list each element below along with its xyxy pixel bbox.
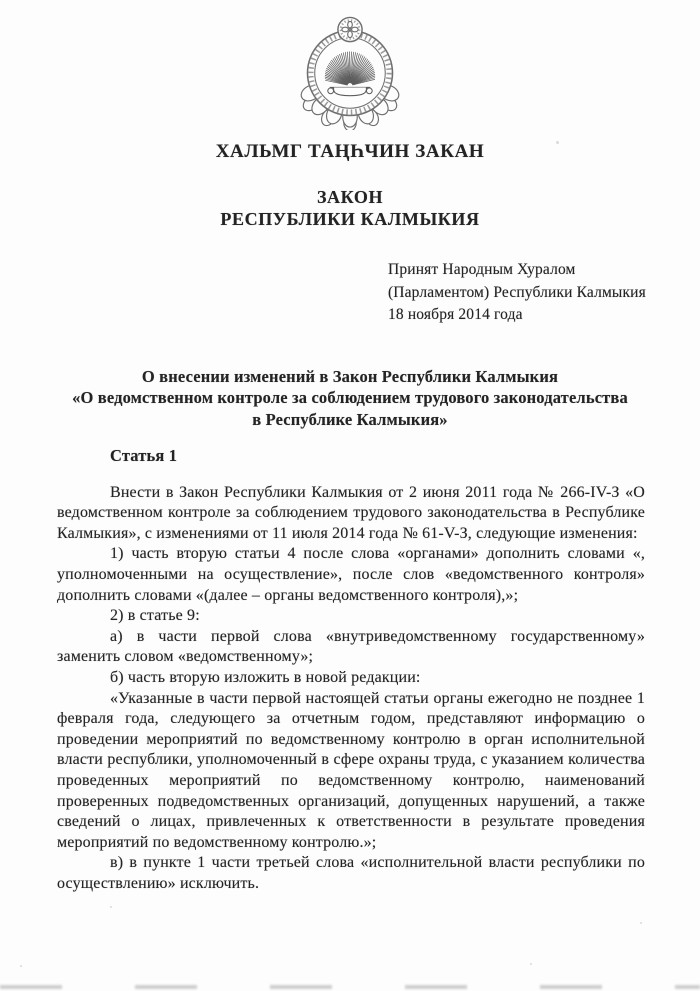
adoption-line-1: Принят Народным Хуралом [388,261,576,278]
scan-speck [640,922,642,924]
scan-speck [110,906,112,908]
kalmyk-language-title: ХАЛЬМГ ТАҢҺЧИН ЗАКАН [215,141,485,162]
scan-speck [20,965,22,967]
paragraph: б) часть вторую изложить в новой редакции: [110,668,421,686]
republic-name: РЕСПУБЛИКИ КАЛМЫКИЯ [220,209,480,229]
adoption-line-3: 18 ноября 2014 года [388,306,523,323]
scan-speck [530,963,532,965]
paragraph: 2) в статье 9: [110,607,200,625]
law-word: ЗАКОН [316,187,384,207]
law-heading [0,186,700,230]
paragraph: 1) часть вторую статьи 4 после слова «органами» дополнить словами «, уполномоченными на осуществление», после слов «ведомственного контроля» дополнить словами «(далее – органы ведомственного контроля),»; [57,545,645,604]
adoption-block [388,259,700,327]
scanner-edge-artifact [0,985,700,989]
document-title-line-1: О внесении изменений в Закон Республики Калмыкия [141,366,559,386]
document-title-line-2: «О ведомственном контроле за соблюдением трудового законодательства [72,388,628,407]
adoption-line-2: (Парламентом) Республики Калмыкия [388,283,646,301]
article-heading: Статья 1 [110,446,178,465]
document-title-line-3: в Республике Калмыкия» [252,409,448,429]
paragraph: в) в пункте 1 части третьей слова «исполнительной власти республики по осуществлению» исключить. [57,854,645,892]
coat-of-arms-kalmykia-icon [291,16,409,130]
paragraph: Внести в Закон Республики Калмыкия от 2 июня 2011 года № 266-IV-З «О ведомственном контроле за соблюдением трудового законодательства в Республике Калмыкия», с изменениями от 11 июля 2014 года № 61-V-З, следующие изменения: [57,483,645,542]
document-title [0,366,700,431]
paragraph: а) в части первой слова «внутриведомственному государственному» заменить словом «ведомственному»; [57,627,645,666]
scan-speck [556,141,559,144]
paragraph: «Указанные в части первой настоящей статьи органы ежегодно не позднее 1 февраля года, следующего за отчетным годом, представляют информацию о проведении мероприятий по ведомственному контролю в орган исполнительной власти республики, уполномоченный в сфере охраны труда, с указанием количества проведенных мероприятий по ведомственному контролю, наименований проверенных подведомственных организаций, допущенных нарушений, а также сведений о лицах, привлеченных к ответственности в результате проведения мероприятий по ведомственному контролю.»; [57,689,645,851]
document-body [57,446,645,894]
